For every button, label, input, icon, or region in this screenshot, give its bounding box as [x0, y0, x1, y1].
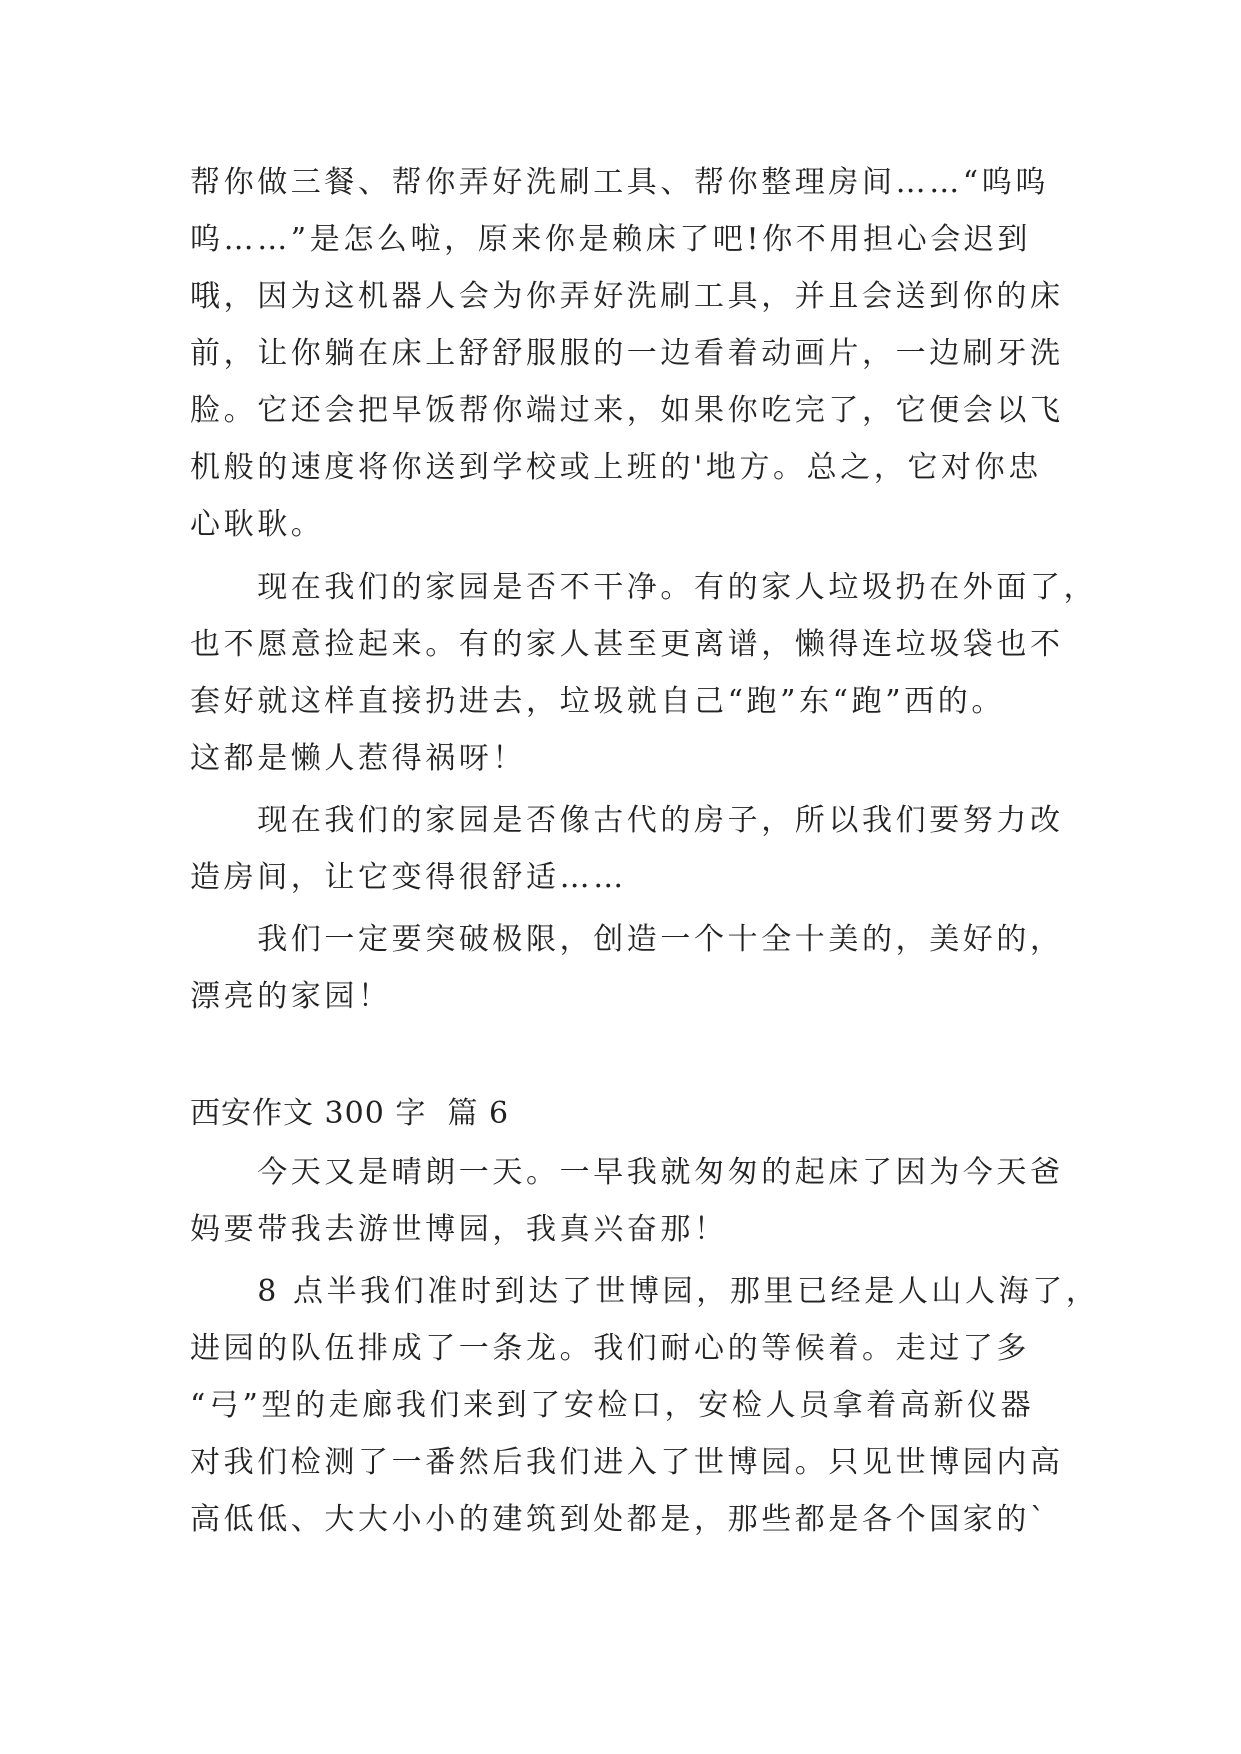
text-line: 呜……”是怎么啦，原来你是赖床了吧!你不用担心会迟到	[190, 222, 1031, 257]
text-line: 对我们检测了一番然后我们进入了世博园。只见世博园内高	[190, 1445, 1064, 1480]
text-line: “弓”型的走廊我们来到了安检口，安检人员拿着高新仪器	[190, 1388, 1035, 1423]
text-line: 今天又是晴朗一天。一早我就匆匆的起床了因为今天爸	[190, 1155, 1064, 1190]
section-title: 西安作文 300 字 篇 6	[190, 1096, 510, 1131]
text-line: 现在我们的家园是否不干净。有的家人垃圾扔在外面了，	[190, 570, 1098, 605]
text-line: 高低低、大大小小的建筑到处都是，那些都是各个国家的`	[190, 1502, 1049, 1537]
text-line: 套好就这样直接扔进去，垃圾就自己“跑”东“跑”西的。	[190, 684, 1005, 719]
text-line: 造房间，让它变得很舒适……	[190, 860, 627, 895]
text-line: 也不愿意捡起来。有的家人甚至更离谱，懒得连垃圾袋也不	[190, 627, 1064, 662]
text-line: 脸。它还会把早饭帮你端过来，如果你吃完了，它便会以飞	[190, 393, 1064, 428]
text-line: 前，让你躺在床上舒舒服服的一边看着动画片，一边刷牙洗	[190, 336, 1064, 371]
text-line: 妈要带我去游世博园，我真兴奋那！	[190, 1212, 728, 1247]
text-line: 心耿耿。	[190, 507, 325, 542]
text-line: 帮你做三餐、帮你弄好洗刷工具、帮你整理房间……“呜呜	[190, 165, 1049, 200]
text-line: 哦，因为这机器人会为你弄好洗刷工具，并且会送到你的床	[190, 279, 1064, 314]
text-line: 现在我们的家园是否像古代的房子，所以我们要努力改	[190, 803, 1064, 838]
text-line: 我们一定要突破极限，创造一个十全十美的，美好的，	[190, 922, 1064, 957]
text-line: 机般的速度将你送到学校或上班的'地方。总之，它对你忠	[190, 450, 1042, 485]
text-line: 这都是懒人惹得祸呀！	[190, 741, 526, 776]
text-line: 进园的队伍排成了一条龙。我们耐心的等候着。走过了多	[190, 1331, 1030, 1366]
text-line: 8 点半我们准时到达了世博园，那里已经是人山人海了，	[190, 1274, 1100, 1309]
text-line: 漂亮的家园！	[190, 979, 392, 1014]
